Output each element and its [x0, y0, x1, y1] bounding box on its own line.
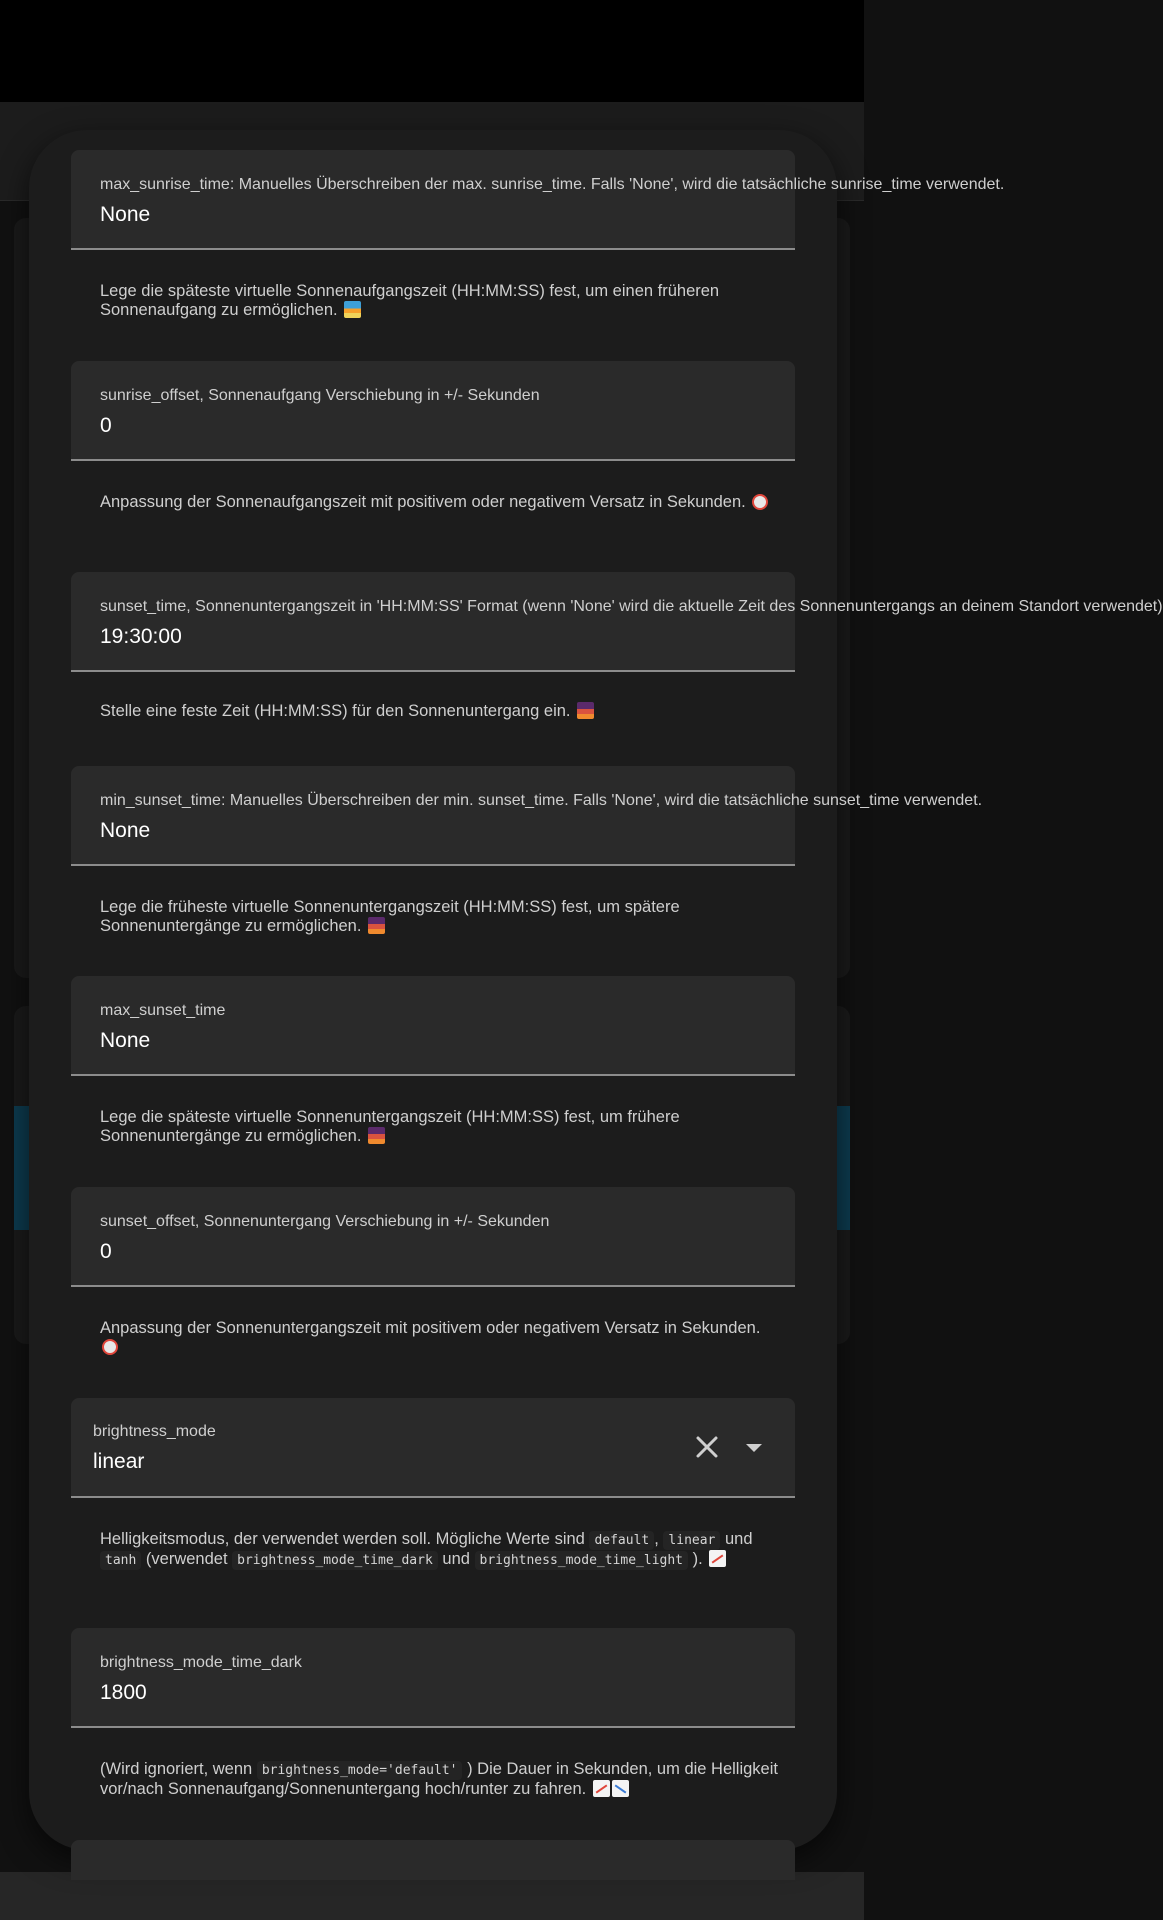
alarm-clock-icon: [102, 1339, 118, 1355]
help-text: Stelle eine feste Zeit (HH:MM:SS) für den Sonnenuntergang ein.: [100, 702, 571, 720]
min-sunset-time-help: [100, 898, 780, 936]
code-value: linear: [663, 1531, 720, 1550]
help-text: Anpassung der Sonnenuntergangszeit mit positivem oder negativem Versatz in Sekunden.: [100, 1319, 761, 1337]
sunrise-offset-help: [100, 493, 780, 512]
field-label: max_sunset_time: [100, 1002, 226, 1019]
help-text: ,: [654, 1530, 659, 1548]
help-text: Lege die früheste virtuelle Sonnenuntergangszeit (HH:MM:SS) fest, um spätere Sonnenuntergänge zu ermöglichen.: [100, 898, 680, 935]
clear-icon[interactable]: [693, 1433, 721, 1461]
brightness-mode-select[interactable]: [71, 1398, 795, 1498]
brightness-mode-help: [100, 1530, 780, 1570]
help-text: ) Die Dauer in Sekunden, um die Helligkeit vor/nach Sonnenaufgang/Sonnenuntergang hoch/runter zu fahren.: [100, 1760, 778, 1798]
max-sunrise-time-help: [100, 282, 780, 320]
code-value: brightness_mode_time_light: [475, 1551, 689, 1570]
chart-decreasing-icon: [612, 1780, 629, 1797]
sunset-offset-field[interactable]: [71, 1187, 795, 1287]
options-dialog: [29, 130, 1163, 1850]
brightness-mode-time-dark-help: [100, 1760, 780, 1799]
max-sunset-time-help: [100, 1108, 780, 1146]
code-value: tanh: [100, 1551, 141, 1570]
field-label: sunset_offset, Sonnenuntergang Verschiebung in +/- Sekunden: [100, 1213, 550, 1230]
help-text: (Wird ignoriert, wenn: [100, 1760, 253, 1778]
field-value[interactable]: 19:30:00: [100, 625, 182, 648]
help-text: Lege die späteste virtuelle Sonnenuntergangszeit (HH:MM:SS) fest, um frühere Sonnenuntergänge zu ermöglichen.: [100, 1108, 680, 1145]
field-label: brightness_mode_time_dark: [100, 1654, 302, 1671]
help-text: und: [442, 1550, 470, 1568]
help-text: ).: [692, 1550, 703, 1568]
max-sunset-time-field[interactable]: [71, 976, 795, 1076]
code-value: default: [589, 1531, 654, 1550]
field-value[interactable]: linear: [93, 1450, 145, 1473]
field-value[interactable]: None: [100, 203, 151, 226]
sunset-icon: [368, 917, 385, 934]
help-text: und: [724, 1530, 753, 1548]
field-value[interactable]: None: [100, 1029, 151, 1052]
help-text: (verwendet: [145, 1550, 228, 1568]
field-label: brightness_mode: [93, 1423, 216, 1440]
chart-increasing-icon: [593, 1780, 610, 1797]
field-label: sunset_time, Sonnenuntergangszeit in 'HH:MM:SS' Format (wenn 'None' wird die aktuelle Zeit des Sonnenuntergangs an deinem Standort verwendet): [100, 598, 1163, 615]
help-text: Anpassung der Sonnenaufgangszeit mit positivem oder negativem Versatz in Sekunden.: [100, 493, 746, 511]
sunset-icon: [368, 1127, 385, 1144]
sunset-time-help: [100, 702, 780, 721]
code-value: brightness_mode='default': [257, 1761, 463, 1780]
chart-increasing-icon: [709, 1550, 726, 1567]
sunrise-icon: [344, 301, 361, 318]
chevron-down-icon[interactable]: [742, 1436, 766, 1460]
next-field-partial[interactable]: [71, 1840, 795, 1880]
sunset-offset-help: [100, 1319, 780, 1357]
field-label: max_sunrise_time: Manuelles Überschreiben der max. sunrise_time. Falls 'None', wird die tatsächliche sunrise_time verwendet.: [100, 176, 1005, 193]
sunset-icon: [577, 702, 594, 719]
alarm-clock-icon: [752, 494, 768, 510]
code-value: brightness_mode_time_dark: [232, 1551, 438, 1570]
field-value[interactable]: None: [100, 819, 151, 842]
help-text: Lege die späteste virtuelle Sonnenaufgangszeit (HH:MM:SS) fest, um einen früheren Sonnenaufgang zu ermöglichen.: [100, 282, 720, 319]
field-value[interactable]: 1800: [100, 1681, 147, 1704]
max-sunrise-time-field[interactable]: [71, 150, 1005, 250]
sunrise-offset-field[interactable]: [71, 361, 795, 461]
brightness-mode-time-dark-field[interactable]: [71, 1628, 795, 1728]
field-label: min_sunset_time: Manuelles Überschreiben der min. sunset_time. Falls 'None', wird die tatsächliche sunset_time verwendet.: [100, 792, 983, 809]
sunset-time-field[interactable]: [71, 572, 1163, 672]
min-sunset-time-field[interactable]: [71, 766, 983, 866]
field-label: sunrise_offset, Sonnenaufgang Verschiebung in +/- Sekunden: [100, 387, 540, 404]
status-bar: [0, 0, 864, 102]
help-text: Helligkeitsmodus, der verwendet werden soll. Mögliche Werte sind: [100, 1530, 585, 1548]
field-value[interactable]: 0: [100, 1240, 112, 1263]
field-value[interactable]: 0: [100, 414, 112, 437]
